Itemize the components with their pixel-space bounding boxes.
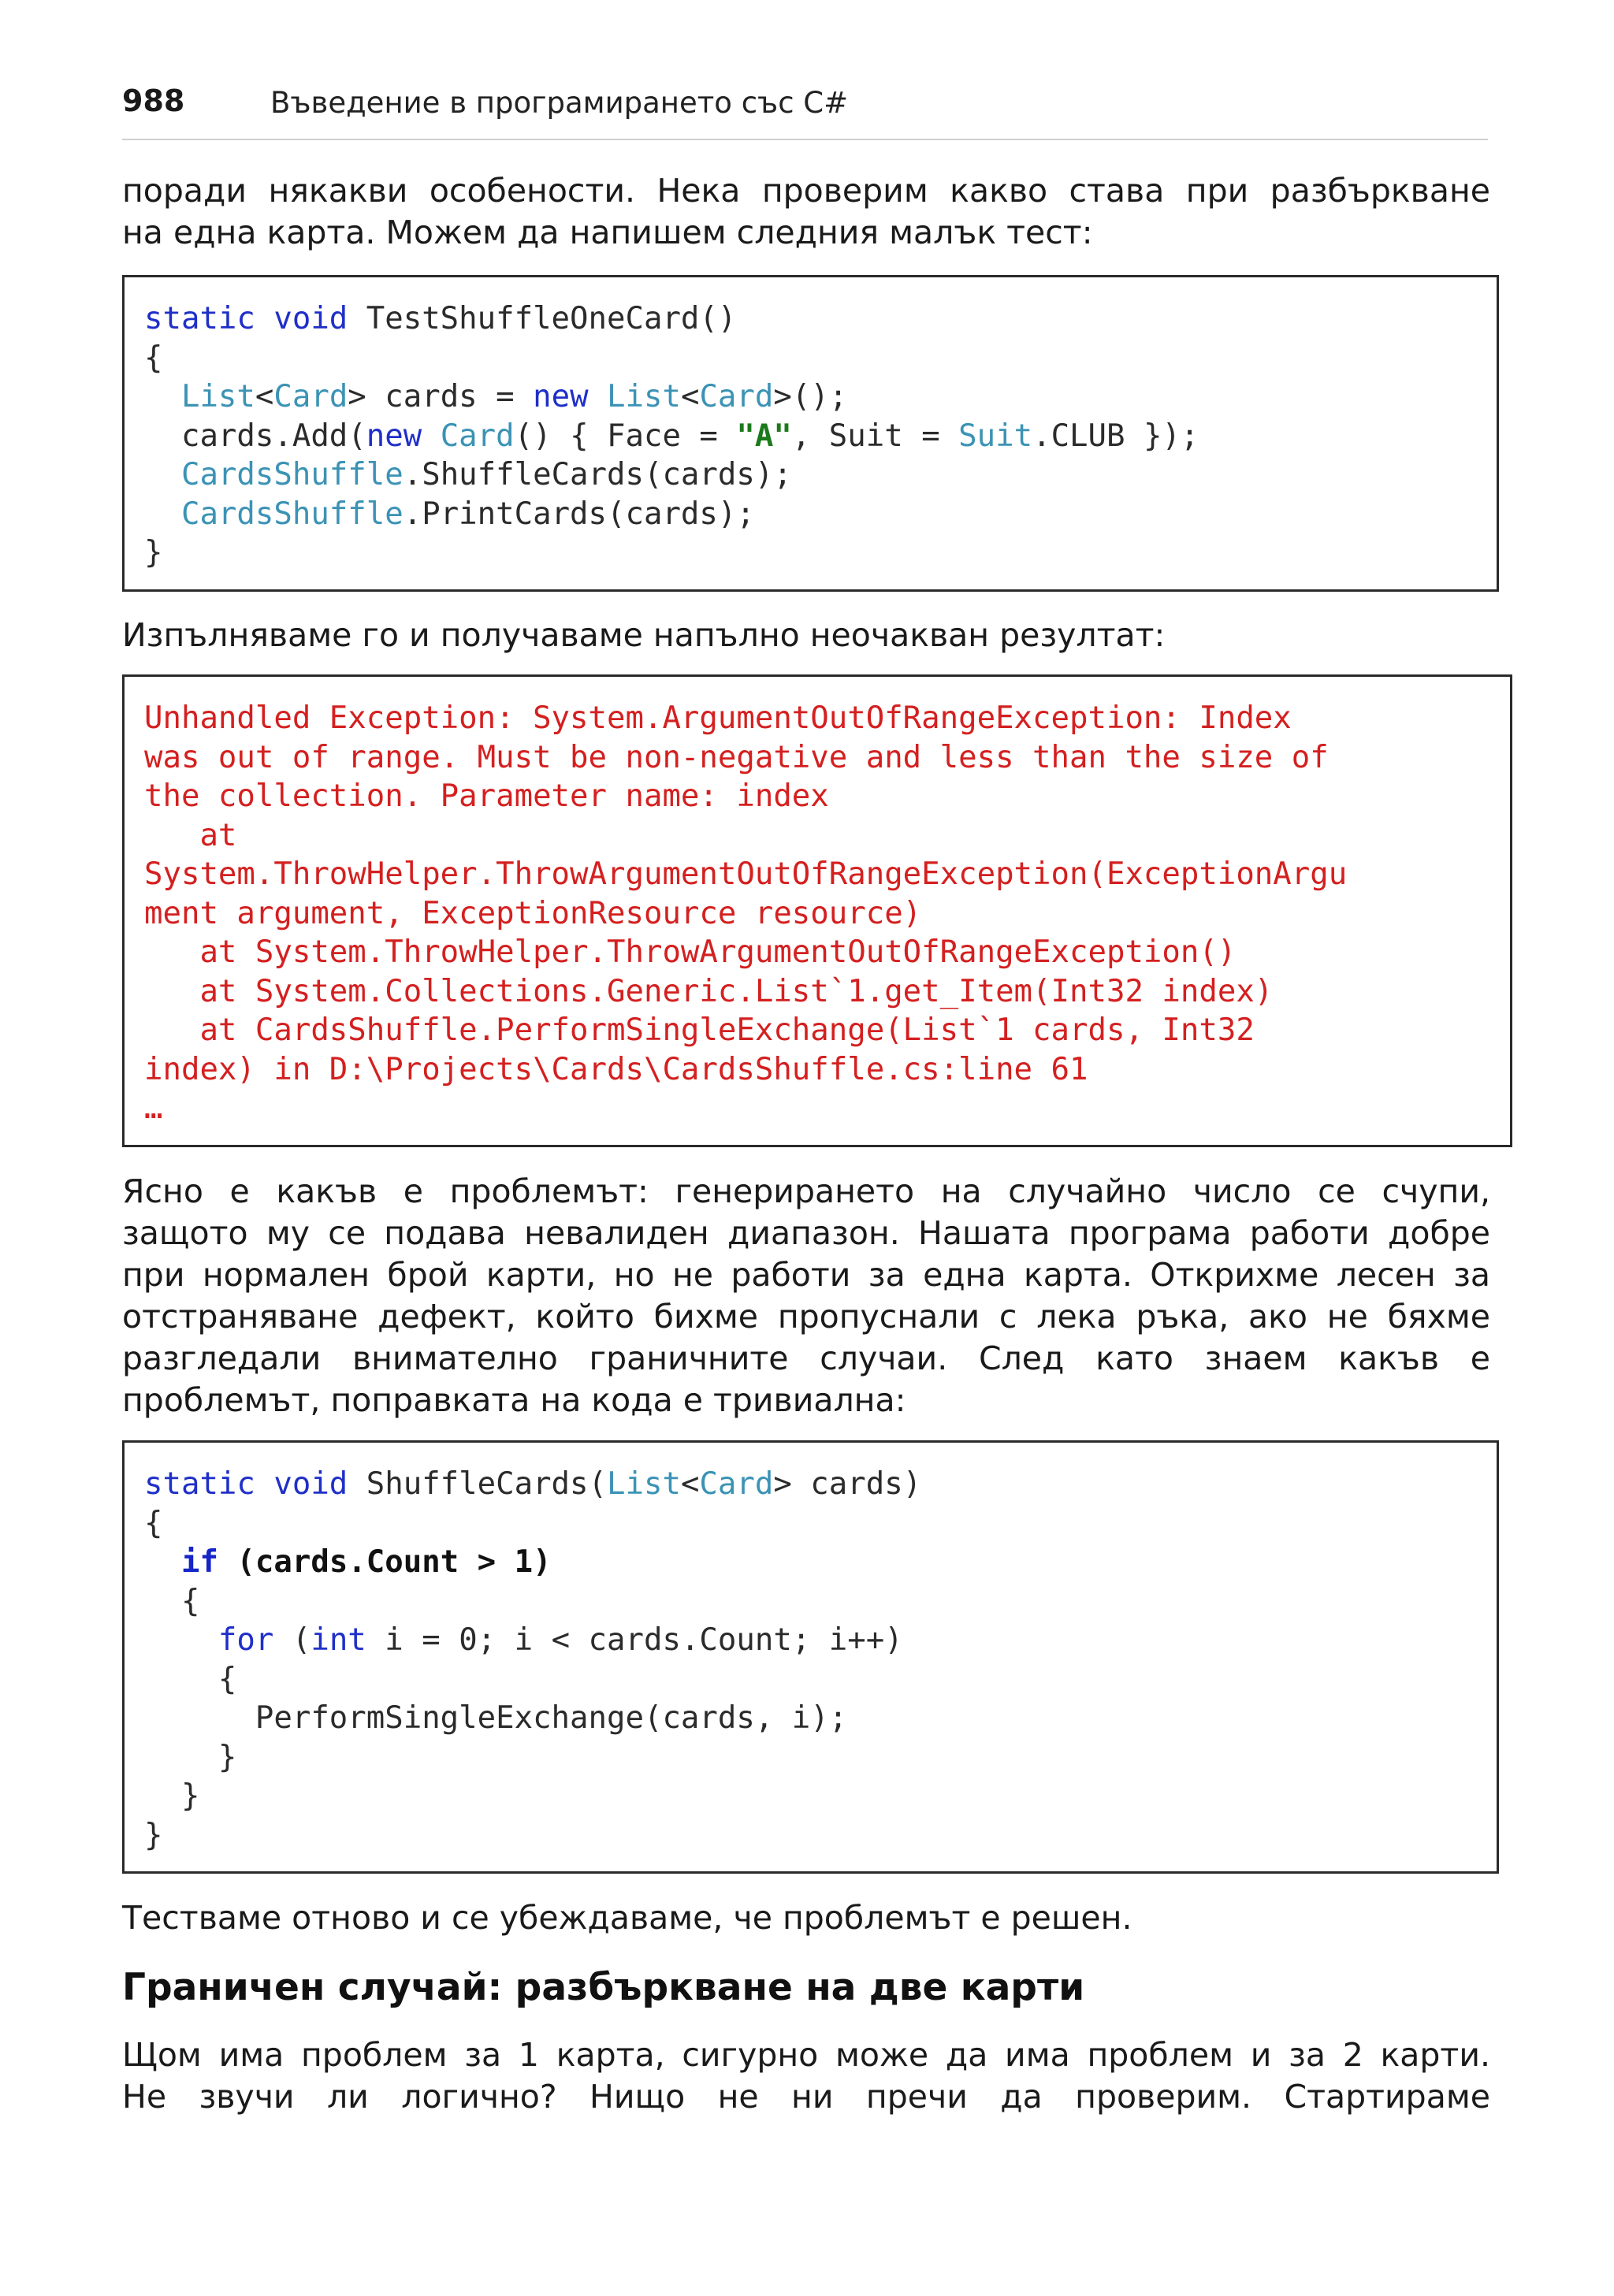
exception-line: at System.Collections.Generic.List`1.get_Item(Int32 index) [144,973,1274,1009]
code-token: >(); [773,379,848,414]
exception-line: at CardsShuffle.PerformSingleExchange(List`1 cards, Int32 [144,1012,1255,1048]
code-token: ShuffleCards( [348,1466,608,1502]
intro-paragraph [122,170,1490,254]
code-line [144,377,1199,417]
code-token: < [255,379,274,414]
code-token: } [144,1778,200,1814]
code-token: TestShuffleOneCard() [348,301,737,336]
code-line [144,417,1199,456]
code-token: static void [144,301,348,336]
code-token: CardsShuffle [180,496,404,532]
code-line [144,533,1199,573]
text-line: отстраняване дефект, който бихме пропуснали с лека ръка, ако не бяхме [122,1298,1490,1336]
text-line: при нормален брой карти, но не работи за една карта. Открихме лесен за [122,1256,1490,1294]
code-token [422,418,440,454]
code-line [144,1738,921,1778]
code-token [144,496,181,532]
exception-line: the collection. Parameter name: index [144,778,829,814]
code-token: , Suit = [791,418,959,454]
exception-output-block [122,674,1512,1147]
code-token: Card [699,1466,774,1502]
code-token: > cards = [348,379,534,414]
final-paragraph [122,2034,1490,2118]
text-line: разгледали внимателно граничните случаи. След като знаем какъв е [122,1339,1490,1377]
code-listing [144,1465,921,1855]
run-paragraph [122,615,1490,656]
code-token [144,1544,181,1580]
code-token: (cards.Count > 1) [218,1544,552,1580]
retest-paragraph [122,1897,1490,1939]
code-token: List [180,379,255,414]
code-block-shuffle-cards-fix [122,1440,1499,1874]
code-token: i = 0; i < cards.Count; i++) [366,1622,903,1658]
code-block-test-shuffle-one-card [122,275,1499,592]
text-line: Щом има проблем за 1 карта, сигурно може да има проблем и за 2 карти. [122,2036,1490,2074]
code-token: { [144,340,163,376]
exception-line: index) in D:\Projects\Cards\CardsShuffle.cs:line 61 [144,1051,1088,1087]
code-token: .PrintCards(cards); [403,496,755,532]
exception-line: Unhandled Exception: System.ArgumentOutOfRangeException: Index [144,700,1292,736]
code-line [144,495,1199,534]
code-line [144,1777,921,1816]
code-token: for [218,1622,274,1658]
text-line: Изпълняваме го и получаваме напълно неочакван резултат: [122,616,1166,654]
code-listing [144,299,1199,573]
code-token: { [144,1583,200,1619]
exception-text [144,699,1347,1128]
code-line [144,1582,921,1622]
code-token: new [533,379,589,414]
code-token: "A" [736,418,792,454]
section-heading: Граничен случай: разбъркване на две карти [122,1966,1085,2009]
exception-line: at [144,817,237,853]
code-token: static void [144,1466,348,1502]
code-token: () { Face = [514,418,737,454]
code-line [144,1621,921,1660]
text-line: на една карта. Можем да напишем следния малък тест: [122,214,1093,251]
code-line [144,299,1199,339]
analysis-paragraph [122,1171,1490,1421]
code-token [144,379,181,414]
code-token [144,1622,218,1658]
code-token: { [144,1505,163,1541]
code-token: < [680,379,700,414]
code-token: Card [440,418,515,454]
code-token: { [144,1661,237,1697]
exception-line: at System.ThrowHelper.ThrowArgumentOutOfRangeException() [144,934,1237,970]
code-token: } [144,1817,163,1853]
text-line: Тестваме отново и се убеждаваме, че проблемът е решен. [122,1899,1132,1937]
exception-line: … [144,1090,163,1126]
code-token: if [180,1544,218,1580]
code-token: ( [273,1622,311,1658]
text-line: Не звучи ли логично? Нищо не ни пречи да проверим. Стартираме [122,2078,1490,2116]
code-token: List [607,379,681,414]
code-line [144,455,1199,495]
text-line: Ясно е какъв е проблемът: генерирането на случайно число се счупи, [122,1172,1490,1210]
code-line [144,1699,921,1738]
code-token: List [607,1466,681,1502]
code-line [144,339,1199,378]
code-token: Suit [958,418,1033,454]
exception-line: was out of range. Must be non-negative and less than the size of [144,739,1329,775]
code-token: int [311,1622,366,1658]
code-token: } [144,535,163,570]
code-token: CardsShuffle [180,457,404,492]
code-token: } [144,1739,237,1775]
code-token: new [366,418,422,454]
code-token: .CLUB }); [1032,418,1199,454]
page-number: 988 [122,84,185,118]
code-token [144,457,181,492]
code-token: PerformSingleExchange(cards, i); [144,1700,848,1736]
code-line [144,1543,921,1582]
code-line [144,1660,921,1700]
code-line [144,1504,921,1544]
code-token: .ShuffleCards(cards); [403,457,792,492]
book-title: Въведение в програмирането със C# [270,86,849,120]
page-header [122,84,1488,140]
exception-line: ment argument, ExceptionResource resource) [144,895,922,931]
code-token: < [680,1466,700,1502]
code-token: cards.Add( [144,418,366,454]
text-line: защото му се подава невалиден диапазон. Нашата програма работи добре [122,1214,1490,1252]
exception-line: System.ThrowHelper.ThrowArgumentOutOfRangeException(ExceptionArgu [144,856,1348,892]
code-token: Card [273,379,348,414]
code-token: > cards) [773,1466,922,1502]
code-token [589,379,607,414]
text-line: поради някакви особености. Нека проверим какво става при разбъркване [122,172,1490,210]
text-line: проблемът, поправката на кода е тривиална: [122,1381,906,1419]
code-line [144,1465,921,1504]
code-token: Card [699,379,774,414]
code-line [144,1816,921,1856]
